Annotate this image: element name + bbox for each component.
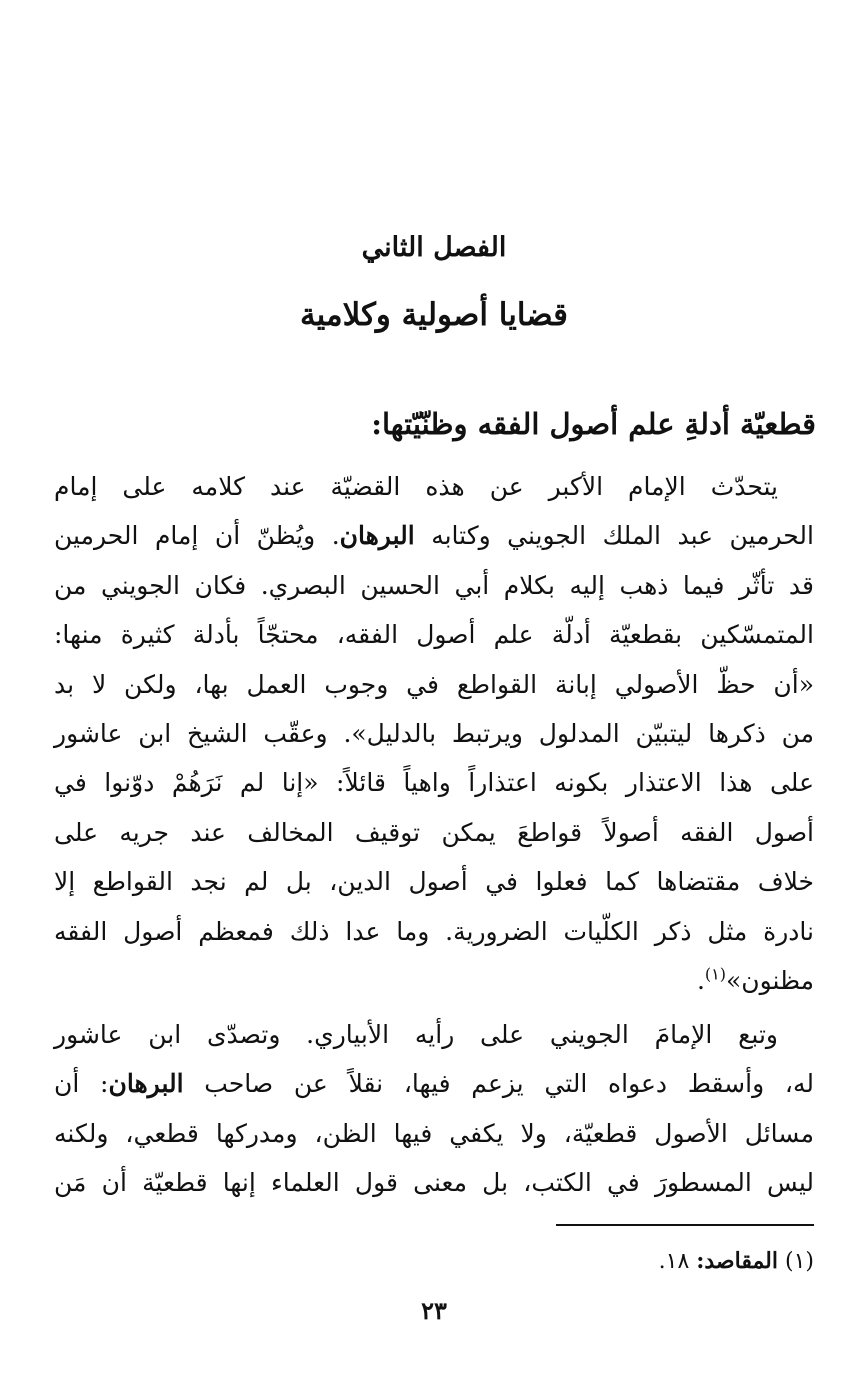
paragraph-2-line-1: وتبع الإمامَ الجويني على رأيه الأبياري. وتصدّى ابن عاشور [54, 1020, 778, 1049]
section-heading: قطعيّة أدلةِ علم أصول الفقه وظنّيّتها: [371, 407, 816, 441]
footnote-divider [556, 1224, 814, 1226]
paragraph-1-line-7: على هذا الاعتذار بكونه اعتذاراً واهياً قائلاً: «إنا لم نَرَهُمْ دوّنوا في [54, 768, 814, 798]
paragraph-1-line-4: المتمسّكين بقطعيّة أدلّة علم أصول الفقه، محتجّاً بأدلة كثيرة منها: [54, 620, 814, 650]
paragraph-2-line-3: مسائل الأصول قطعيّة، ولا يكفي فيها الظن، ومدركها قطعي، ولكنه [54, 1118, 814, 1148]
footnote [54, 1244, 814, 1279]
paragraph-1-line-11 [54, 956, 814, 1005]
book-title-burhan-2: البرهان [108, 1069, 184, 1099]
p2-line-2-text-start: له، وأسقط دعواه التي يزعم فيها، نقلاً عن صاحب [204, 1069, 814, 1099]
p2-line-2-text-end: : أن [54, 1069, 109, 1099]
footnote-source: المقاصد: [696, 1248, 778, 1274]
page-number: ٢٣ [421, 1296, 447, 1325]
paragraph-2-line-4: ليس المسطورَ في الكتب، بل معنى قول العلماء إنها قطعيّة أن مَن [54, 1168, 814, 1198]
line-2-text-start: الحرمين عبد الملك الجويني وكتابه [431, 521, 814, 551]
paragraph-1-line-9: خلاف مقتضاها كما فعلوا في أصول الدين، بل لم نجد القواطع إلا [54, 867, 814, 897]
line-11-period: . [696, 966, 705, 996]
footnote-marker[interactable]: (١) [704, 964, 726, 984]
paragraph-1-line-10: نادرة مثل ذكر الكلّيات الضرورية. وما عدا ذلك فمعظم أصول الفقه [54, 916, 814, 946]
footnote-number: (١) [784, 1249, 814, 1274]
paragraph-1 [54, 462, 814, 1005]
paragraph-1-line-6: من ذكرها ليتبيّن المدلول ويرتبط بالدليل». وعقّب الشيخ ابن عاشور [54, 719, 814, 749]
paragraph-2-line-2 [54, 1059, 814, 1108]
paragraph-1-line-1: يتحدّث الإمام الأكبر عن هذه القضيّة عند كلامه على إمام [54, 472, 778, 501]
line-11-text: مظنون» [725, 966, 814, 996]
paragraph-2 [54, 1010, 814, 1208]
paragraph-1-line-8: أصول الفقه أصولاً قواطعَ يمكن توقيف المخالف عند جريه على [54, 817, 814, 847]
chapter-title: قضايا أصولية وكلامية [300, 297, 568, 333]
line-2-text-end: . ويُظنّ أن إمام الحرمين [54, 521, 340, 551]
paragraph-1-line-5: «أن حظّ الأصولي إبانة القواطع في وجوب العمل بها، ولكن لا بد [54, 669, 814, 699]
paragraph-1-line-2 [54, 511, 814, 560]
paragraph-1-line-3: قد تأثّر فيما ذهب إليه بكلام أبي الحسين البصري. فكان الجويني من [54, 570, 814, 600]
footnote-page: ١٨. [658, 1249, 690, 1274]
chapter-label: الفصل الثاني [361, 232, 507, 263]
book-title-burhan: البرهان [339, 521, 415, 551]
